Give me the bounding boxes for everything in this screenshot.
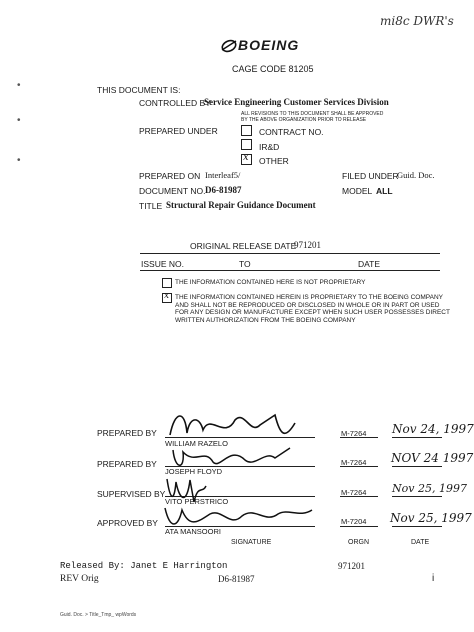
- date-line: [392, 526, 442, 527]
- document-no-label: DOCUMENT NO.: [139, 186, 206, 196]
- date-line: [392, 437, 442, 438]
- rev-label: REV Orig: [60, 574, 99, 584]
- orgn-line: [340, 526, 378, 527]
- prepared-on-value: Interleaf5/: [205, 170, 241, 180]
- signer-name: VITO PERSTRICO: [165, 497, 229, 506]
- page-mark: i: [432, 573, 435, 584]
- issue-no-label: ISSUE NO.: [141, 259, 184, 269]
- contract-label: CONTRACT NO.: [259, 127, 324, 137]
- title-label: TITLE: [139, 201, 163, 211]
- proprietary-line: FOR ANY DESIGN OR MANUFACTURE EXCEPT WHEN SUCH USER POSSESSES DIRECT: [175, 309, 450, 316]
- controlled-by-value: Service Engineering Customer Services Division: [204, 97, 389, 107]
- boeing-logo: [220, 36, 310, 61]
- proprietary-check-mark: x: [164, 291, 170, 301]
- orig-release-value: 971201: [294, 240, 321, 250]
- signer-date: Nov 25, 1997: [392, 482, 467, 495]
- divider: [140, 270, 440, 271]
- role-label: SUPERVISED BY: [97, 489, 166, 499]
- model-value: ALL: [376, 186, 393, 196]
- revisions-note-1: ALL REVISIONS TO THIS DOCUMENT SHALL BE APPROVED: [241, 111, 384, 117]
- date-line: [392, 466, 442, 467]
- role-label: PREPARED BY: [97, 459, 157, 469]
- signer-name: WILLIAM RAZELO: [165, 439, 228, 448]
- proprietary-line: THE INFORMATION CONTAINED HEREIN IS PROPRIETARY TO THE BOEING COMPANY: [175, 294, 443, 301]
- other-check-mark: x: [243, 152, 249, 163]
- divider: [140, 253, 440, 254]
- to-label: TO: [239, 259, 251, 269]
- ird-checkbox[interactable]: [241, 139, 252, 150]
- signer-orgn: M-7204: [341, 517, 367, 526]
- this-document-is: THIS DOCUMENT IS:: [97, 85, 181, 95]
- document-no-value: D6-81987: [205, 185, 242, 195]
- binder-mark: •: [17, 80, 21, 91]
- ird-label: IR&D: [259, 142, 280, 152]
- role-label: PREPARED BY: [97, 428, 157, 438]
- signer-date: Nov 25, 1997: [390, 511, 472, 525]
- col-date: DATE: [411, 539, 430, 546]
- margin-note: mi8c DWR's: [380, 14, 454, 28]
- controlled-by-label: CONTROLLED BY: [139, 98, 211, 108]
- signature-scribble-icon: [165, 440, 315, 474]
- binder-mark: •: [17, 115, 21, 126]
- rev-doc: D6-81987: [218, 574, 255, 584]
- signer-date: Nov 24, 1997: [392, 422, 474, 436]
- date-line: [392, 496, 442, 497]
- signer-orgn: M-7264: [341, 488, 367, 497]
- footer: Guid. Doc. > Title_Tmp_ wpWords: [60, 612, 137, 618]
- other-checkbox[interactable]: [241, 154, 252, 165]
- col-orgn: ORGN: [348, 539, 369, 546]
- signature-scribble-icon: [165, 405, 315, 445]
- signer-date: NOV 24 1997: [391, 451, 474, 465]
- title-value: Structural Repair Guidance Document: [166, 200, 316, 210]
- orig-release-label: ORIGINAL RELEASE DATE: [190, 241, 297, 251]
- signature-scribble-icon: [160, 500, 320, 534]
- proprietary-line: WRITTEN AUTHORIZATION FROM THE BOEING COMPANY: [175, 316, 356, 324]
- signer-name: JOSEPH FLOYD: [165, 467, 223, 476]
- not-proprietary-text: THE INFORMATION CONTAINED HERE IS NOT PROPRIETARY: [175, 279, 366, 286]
- proprietary-notice: [175, 294, 450, 324]
- proprietary-checkbox[interactable]: [162, 293, 172, 303]
- proprietary-line: AND SHALL NOT BE REPRODUCED OR DISCLOSED IN WHOLE OR IN PART OR USED: [175, 301, 440, 309]
- not-proprietary-checkbox[interactable]: [162, 278, 172, 288]
- released-by: Released By: Janet E Harrington: [60, 561, 228, 571]
- logo-text: BOEING: [238, 37, 300, 53]
- signer-orgn: M-7264: [341, 429, 367, 438]
- col-signature: SIGNATURE: [231, 539, 272, 546]
- prepared-under-label: PREPARED UNDER: [139, 126, 218, 136]
- binder-mark: •: [17, 155, 21, 166]
- prepared-on-label: PREPARED ON: [139, 171, 201, 181]
- released-date: 971201: [338, 561, 365, 571]
- date-label: DATE: [358, 259, 381, 269]
- revisions-note-2: BY THE ABOVE ORGANIZATION PRIOR TO RELEASE: [241, 117, 367, 123]
- filed-under-label: FILED UNDER: [342, 171, 399, 181]
- signer-orgn: M-7264: [341, 458, 367, 467]
- cage-code: CAGE CODE 81205: [232, 64, 314, 74]
- filed-under-value: Guid. Doc.: [397, 170, 435, 180]
- model-label: MODEL: [342, 186, 373, 196]
- other-label: OTHER: [259, 156, 289, 166]
- role-label: APPROVED BY: [97, 518, 158, 528]
- signer-name: ATA MANSOORI: [165, 527, 221, 536]
- contract-checkbox[interactable]: [241, 125, 252, 136]
